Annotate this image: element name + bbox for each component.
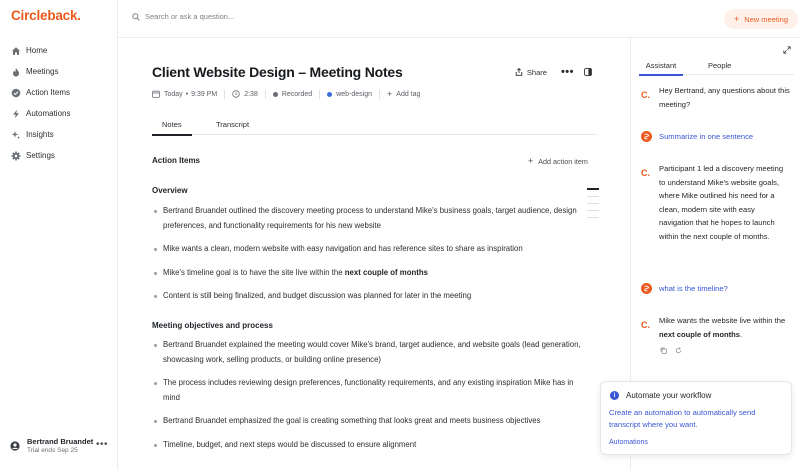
message-text: Hey Bertrand, any questions about this meeting? bbox=[659, 86, 790, 109]
duration-label: 2:38 bbox=[244, 90, 258, 98]
info-icon: i bbox=[610, 391, 619, 400]
divider bbox=[379, 90, 380, 99]
toast-body: Create an automation to automatically send transcript where you want. bbox=[609, 408, 756, 429]
meeting-meta bbox=[152, 89, 420, 99]
toc-marker[interactable] bbox=[587, 203, 599, 204]
sidebar-nav bbox=[0, 40, 118, 166]
add-action-item-button[interactable] bbox=[528, 156, 588, 166]
home-icon bbox=[11, 46, 21, 56]
tab-people[interactable]: People bbox=[708, 61, 732, 70]
gear-icon bbox=[11, 151, 21, 161]
expand-icon[interactable] bbox=[783, 46, 791, 54]
automations-link[interactable]: Automations bbox=[609, 439, 648, 446]
search-input[interactable]: Search or ask a question... bbox=[145, 12, 235, 21]
add-tag-button[interactable] bbox=[387, 89, 420, 99]
list-item: Timeline, budget, and next steps would be discussed to ensure alignment bbox=[152, 438, 582, 453]
plus-icon: + bbox=[387, 89, 393, 99]
panel-tabs bbox=[639, 59, 794, 75]
search-bar[interactable] bbox=[132, 12, 234, 21]
meeting-notes bbox=[118, 38, 631, 470]
list-item: The process includes reviewing design preferences, functionality requirements, and any existing inspiration Mike has in mind bbox=[152, 376, 582, 405]
time-label: 9:39 PM bbox=[191, 90, 218, 98]
toast-header bbox=[610, 391, 711, 400]
objectives-list bbox=[152, 338, 582, 461]
share-label: Share bbox=[526, 67, 547, 77]
recorded-dot-icon bbox=[273, 92, 278, 97]
circleback-icon: C. bbox=[641, 320, 651, 330]
table-of-contents[interactable] bbox=[587, 188, 599, 224]
circleback-icon: C. bbox=[641, 168, 651, 178]
sidebar-item-label: Automations bbox=[26, 109, 71, 118]
bolt-icon bbox=[11, 109, 21, 119]
add-action-item-label: Add action item bbox=[538, 156, 588, 166]
message-text: Mike wants the website live within the next couple of months. bbox=[659, 316, 786, 339]
sparkle-icon bbox=[11, 130, 21, 140]
user-avatar-icon bbox=[641, 282, 653, 296]
sidebar-item-label: Settings bbox=[26, 151, 55, 160]
divider bbox=[319, 90, 320, 99]
avatar bbox=[10, 441, 20, 451]
sidebar-item-automations[interactable] bbox=[0, 103, 118, 124]
toggle-panel-icon[interactable] bbox=[584, 68, 592, 76]
tag-chip[interactable] bbox=[327, 91, 372, 98]
top-bar bbox=[118, 0, 800, 38]
assistant-message bbox=[641, 84, 791, 111]
objectives-heading: Meeting objectives and process bbox=[152, 321, 273, 330]
sidebar-item-meetings[interactable] bbox=[0, 61, 118, 82]
message-text: what is the timeline? bbox=[659, 284, 728, 293]
toc-marker[interactable] bbox=[587, 217, 599, 218]
divider bbox=[265, 90, 266, 99]
list-item: Mike wants a clean, modern website with easy navigation and has reference sites to share as inspiration bbox=[152, 242, 582, 257]
calendar-icon bbox=[152, 90, 160, 98]
divider bbox=[224, 90, 225, 99]
list-item: Bertrand Bruandet outlined the discovery meeting process to understand Mike's business goals, target audience, design preferences, and functionality requirements for his new website bbox=[152, 204, 582, 233]
sidebar-item-label: Home bbox=[26, 46, 48, 55]
list-item: Bertrand Bruandet explained the meeting would cover Mike's brand, target audience, and website goals (lead generation, showcasing work, selling products, or building online presence) bbox=[152, 338, 582, 367]
list-item: Bertrand Bruandet emphasized the goal is creating something that looks great and meets business objectives bbox=[152, 414, 582, 429]
clock-icon bbox=[232, 90, 240, 98]
user-name: Bertrand Bruandet bbox=[27, 437, 94, 446]
date-separator: • bbox=[185, 90, 189, 98]
list-item: Content is still being finalized, and budget discussion was planned for later in the meeting bbox=[152, 289, 582, 304]
circleback-icon: C. bbox=[641, 90, 651, 100]
message-text: Summarize in one sentence bbox=[659, 132, 754, 141]
copy-icon[interactable] bbox=[660, 347, 667, 354]
more-icon[interactable]: ••• bbox=[95, 439, 108, 450]
toc-marker[interactable] bbox=[587, 196, 599, 197]
date-label: Today bbox=[164, 90, 183, 98]
toc-marker[interactable] bbox=[587, 188, 599, 190]
share-button[interactable] bbox=[515, 68, 547, 77]
overview-list bbox=[152, 204, 582, 313]
share-icon bbox=[515, 68, 523, 76]
tab-notes[interactable]: Notes bbox=[152, 120, 192, 136]
message-text: Participant 1 led a discovery meeting to understand Mike's website goals, where Mike outlined his need for a clean, modern site with easy navigation that he hopes to launch within the next couple of months. bbox=[659, 164, 784, 241]
user-profile[interactable] bbox=[10, 436, 110, 458]
plus-icon: + bbox=[528, 156, 534, 166]
sidebar-item-home[interactable] bbox=[0, 40, 118, 61]
sidebar-item-action-items[interactable] bbox=[0, 82, 118, 103]
automation-toast bbox=[600, 381, 792, 455]
trial-status: Trial ends Sep 25 bbox=[27, 447, 78, 454]
search-icon bbox=[132, 13, 140, 21]
plus-icon: + bbox=[733, 14, 740, 24]
user-message bbox=[641, 282, 791, 296]
message-actions bbox=[660, 347, 682, 354]
meeting-actions bbox=[515, 66, 592, 78]
new-meeting-label: New meeting bbox=[744, 14, 788, 24]
assistant-message bbox=[641, 314, 791, 341]
overview-heading: Overview bbox=[152, 186, 188, 195]
tab-transcript[interactable]: Transcript bbox=[216, 120, 250, 129]
status-badge bbox=[273, 91, 312, 98]
new-meeting-button[interactable] bbox=[724, 9, 798, 29]
sidebar-item-insights[interactable] bbox=[0, 124, 118, 145]
sidebar-item-label: Meetings bbox=[26, 67, 59, 76]
tag-label: web-design bbox=[336, 90, 373, 98]
toast-title: Automate your workflow bbox=[626, 391, 712, 400]
meeting-duration bbox=[232, 90, 258, 98]
sidebar-item-label: Insights bbox=[26, 130, 54, 139]
user-avatar-icon bbox=[641, 130, 653, 144]
sidebar-item-settings[interactable] bbox=[0, 145, 118, 166]
list-item: Mike's timeline goal is to have the site live within the next couple of months bbox=[152, 266, 582, 281]
user-message bbox=[641, 130, 791, 144]
meeting-date bbox=[152, 90, 217, 98]
flame-icon bbox=[11, 67, 21, 77]
check-circle-icon bbox=[11, 88, 21, 98]
more-options-icon[interactable]: ••• bbox=[560, 66, 574, 78]
toc-marker[interactable] bbox=[587, 210, 599, 211]
status-label: Recorded bbox=[281, 90, 313, 98]
add-tag-label: Add tag bbox=[396, 90, 421, 98]
sidebar-item-label: Action Items bbox=[26, 88, 71, 97]
notes-tabs bbox=[152, 118, 597, 135]
tag-dot-icon bbox=[327, 92, 332, 97]
tab-assistant[interactable]: Assistant bbox=[639, 61, 683, 76]
sidebar bbox=[0, 0, 118, 470]
page-title: Client Website Design – Meeting Notes bbox=[152, 64, 403, 80]
assistant-message bbox=[641, 162, 791, 243]
regenerate-icon[interactable] bbox=[675, 347, 682, 354]
app-logo[interactable]: Circleback. bbox=[11, 8, 81, 23]
action-items-heading: Action Items bbox=[152, 156, 201, 165]
